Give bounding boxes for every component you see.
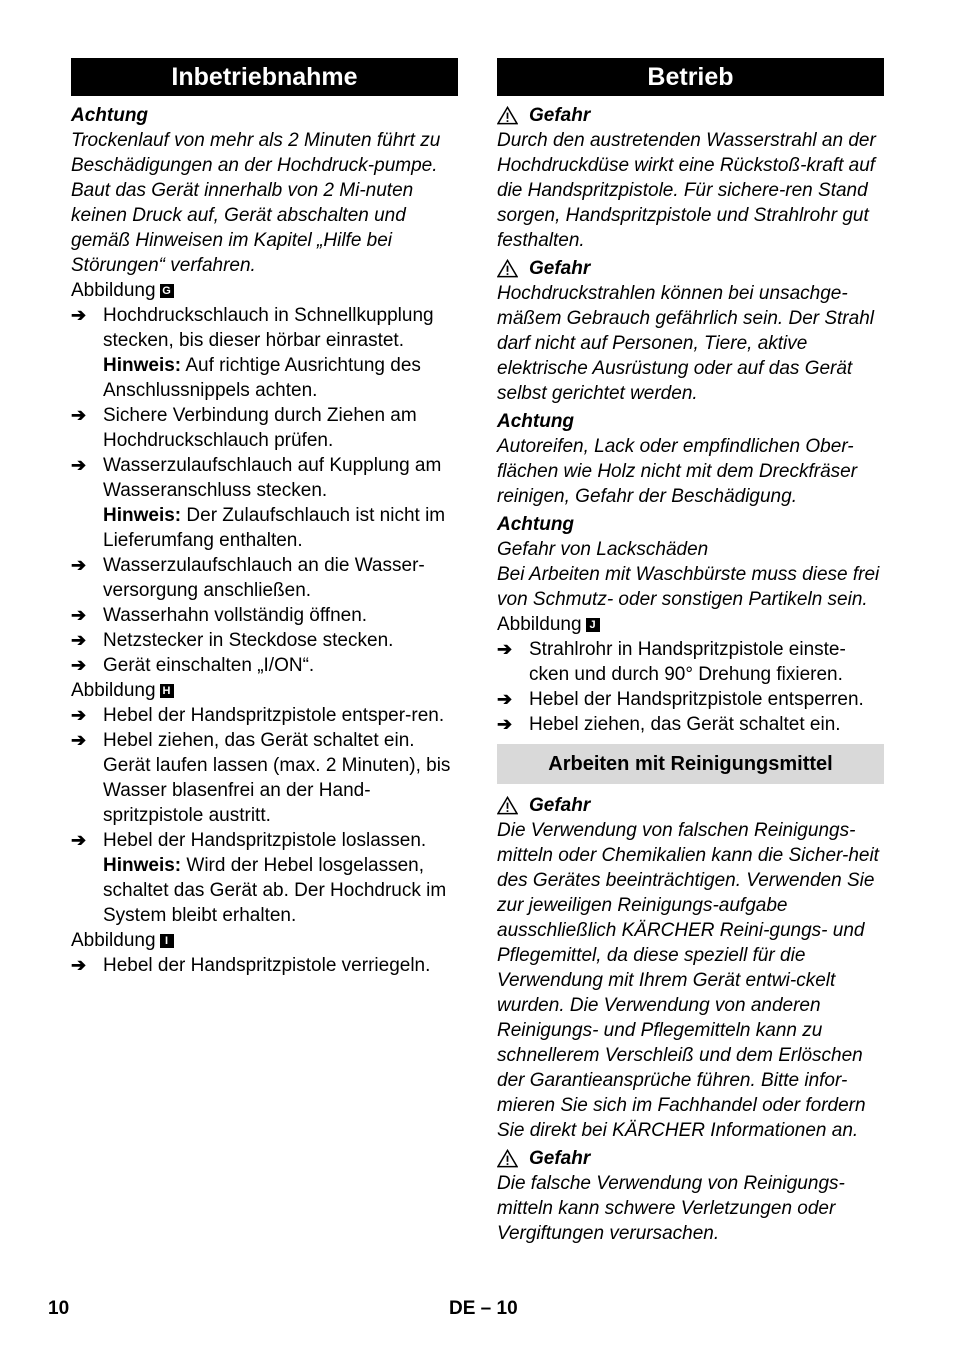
list-item <box>71 603 458 628</box>
step-text: Netzstecker in Steckdose stecken. <box>103 630 394 651</box>
note-label: Hinweis: <box>103 355 182 376</box>
danger-heading <box>497 256 884 281</box>
warning-triangle-icon <box>497 106 518 125</box>
danger-text: Hochdruckstrahlen können bei unsachge-mäßem Gebrauch gefährlich sein. Der Strahl darf nicht auf Personen, Tiere, aktive elektrische Ausrüstung oder auf das Gerät selbst gerichtet werden. <box>497 283 874 404</box>
caution-text-line2: Bei Arbeiten mit Waschbürste muss diese frei von Schmutz- oder sonstigen Partikeln sein. <box>497 564 880 610</box>
section-title-betrieb: Betrieb <box>497 58 884 96</box>
page-label: DE – 10 <box>449 1298 518 1319</box>
list-item <box>71 303 458 403</box>
caution-label: Achtung <box>71 105 149 126</box>
danger-label: Gefahr <box>529 105 591 126</box>
list-item <box>71 728 458 828</box>
list-item <box>71 828 458 928</box>
list-item <box>497 687 884 712</box>
figure-letter-badge: J <box>586 618 600 632</box>
figure-ref-j <box>497 612 884 637</box>
step-text: Wasserzulaufschlauch an die Wasser-versorgung anschließen. <box>103 555 425 601</box>
arrow-right-icon: ➔ <box>71 630 87 650</box>
arrow-right-icon: ➔ <box>71 955 87 975</box>
list-item <box>71 653 458 678</box>
note-label: Hinweis: <box>103 855 182 876</box>
figure-ref-h <box>71 678 458 703</box>
arrow-right-icon: ➔ <box>71 555 87 575</box>
caution-text-line1: Gefahr von Lackschäden <box>497 539 709 560</box>
section-title-inbetriebnahme: Inbetriebnahme <box>71 58 458 96</box>
step-text: Hebel der Handspritzpistole entsperren. <box>529 689 864 710</box>
danger-text: Die Verwendung von falschen Reinigungs-mitteln oder Chemikalien kann die Sicher-heit des Gerätes beeinträchtigen. Verwenden Sie zur jeweiligen Reinigungs-aufgabe ausschließlich KÄRCHER Reini-gungs- und Pflegemittel, da diese speziell für die Verwendung mit Ihrem Gerät entwi-ckelt wurden. Die Verwendung von anderen Reinigungs- und Pflegemitteln kann zu schnellerem Verschleiß und dem Erlöschen der Garantieansprüche führen. Bitte infor-mieren Sie sich im Fachhandel oder fordern Sie direkt bei KÄRCHER Informationen an. <box>497 820 879 1141</box>
warning-triangle-icon <box>497 1149 518 1168</box>
caution-label: Achtung <box>497 411 575 432</box>
step-text: Hebel der Handspritzpistole loslassen. <box>103 830 427 851</box>
step-text: Hebel ziehen, das Gerät schaltet ein. <box>529 714 841 735</box>
step-text: Gerät einschalten „I/ON“. <box>103 655 315 676</box>
danger-label: Gefahr <box>529 258 591 279</box>
caution-label: Achtung <box>497 514 575 535</box>
note-text: Auf richtige Ausrichtung des Anschlussnippels achten. <box>103 355 421 401</box>
danger-text: Die falsche Verwendung von Reinigungs-mitteln kann schwere Verletzungen oder Vergiftungen verursachen. <box>497 1173 845 1244</box>
step-text: Strahlrohr in Handspritzpistole einste-cken und durch 90° Drehung fixieren. <box>529 639 846 685</box>
arrow-right-icon: ➔ <box>497 714 513 734</box>
arrow-right-icon: ➔ <box>497 639 513 659</box>
step-text: Hebel ziehen, das Gerät schaltet ein. Gerät laufen lassen (max. 2 Minuten), bis Wasser blasenfrei an der Hand-spritzpistole austritt. <box>103 730 451 826</box>
list-item <box>71 553 458 603</box>
figure-label: Abbildung <box>71 930 156 951</box>
arrow-right-icon: ➔ <box>71 830 87 850</box>
arrow-right-icon: ➔ <box>71 405 87 425</box>
danger-heading <box>497 793 884 818</box>
page-number: 10 <box>48 1298 70 1319</box>
danger-heading <box>497 103 884 128</box>
arrow-right-icon: ➔ <box>497 689 513 709</box>
list-item <box>71 453 458 553</box>
list-item <box>497 637 884 687</box>
note-label: Hinweis: <box>103 505 182 526</box>
step-text: Hebel der Handspritzpistole entsper-ren. <box>103 705 445 726</box>
list-item <box>497 712 884 737</box>
list-item <box>71 403 458 453</box>
figure-letter-badge: G <box>160 284 174 298</box>
figure-label: Abbildung <box>71 280 156 301</box>
figure-label: Abbildung <box>497 614 582 635</box>
subsection-title: Arbeiten mit Reinigungsmittel <box>497 744 884 784</box>
left-column <box>71 58 458 978</box>
step-text: Sichere Verbindung durch Ziehen am Hochdruckschlauch prüfen. <box>103 405 417 451</box>
note-text: Der Zulaufschlauch ist nicht im Lieferumfang enthalten. <box>103 505 446 551</box>
note-text: Wird der Hebel losgelassen, schaltet das Gerät ab. Der Hochdruck im System bleibt erhalten. <box>103 855 447 926</box>
caution-text: Trockenlauf von mehr als 2 Minuten führt zu Beschädigungen an der Hochdruck-pumpe. Baut das Gerät innerhalb von 2 Mi-nuten keinen Druck auf, Gerät abschalten und gemäß Hinweisen im Kapitel „Hilfe bei Störungen“ verfahren. <box>71 130 441 276</box>
arrow-right-icon: ➔ <box>71 655 87 675</box>
danger-heading <box>497 1146 884 1171</box>
danger-label: Gefahr <box>529 795 591 816</box>
list-item <box>71 628 458 653</box>
step-text: Hebel der Handspritzpistole verriegeln. <box>103 955 431 976</box>
step-text: Wasserhahn vollständig öffnen. <box>103 605 368 626</box>
arrow-right-icon: ➔ <box>71 705 87 725</box>
figure-label: Abbildung <box>71 680 156 701</box>
arrow-right-icon: ➔ <box>71 455 87 475</box>
warning-triangle-icon <box>497 796 518 815</box>
step-text: Wasserzulaufschlauch auf Kupplung am Wasseranschluss stecken. <box>103 455 442 501</box>
arrow-right-icon: ➔ <box>71 305 87 325</box>
figure-ref-g <box>71 278 458 303</box>
list-item <box>71 703 458 728</box>
figure-letter-badge: I <box>160 934 174 948</box>
warning-triangle-icon <box>497 259 518 278</box>
danger-label: Gefahr <box>529 1148 591 1169</box>
right-column <box>497 58 884 1246</box>
danger-text: Durch den austretenden Wasserstrahl an der Hochdruckdüse wirkt eine Rückstoß-kraft auf die Handspritzpistole. Für sichere-ren Stand sorgen, Handspritzpistole und Strahlrohr gut festhalten. <box>497 130 876 251</box>
arrow-right-icon: ➔ <box>71 730 87 750</box>
figure-ref-i <box>71 928 458 953</box>
caution-text: Autoreifen, Lack oder empfindlichen Ober-flächen wie Holz nicht mit dem Dreckfräser reinigen, Gefahr der Beschädigung. <box>497 436 858 507</box>
step-text: Hochdruckschlauch in Schnellkupplung stecken, bis dieser hörbar einrastet. <box>103 305 434 351</box>
list-item <box>71 953 458 978</box>
arrow-right-icon: ➔ <box>71 605 87 625</box>
figure-letter-badge: H <box>160 684 174 698</box>
